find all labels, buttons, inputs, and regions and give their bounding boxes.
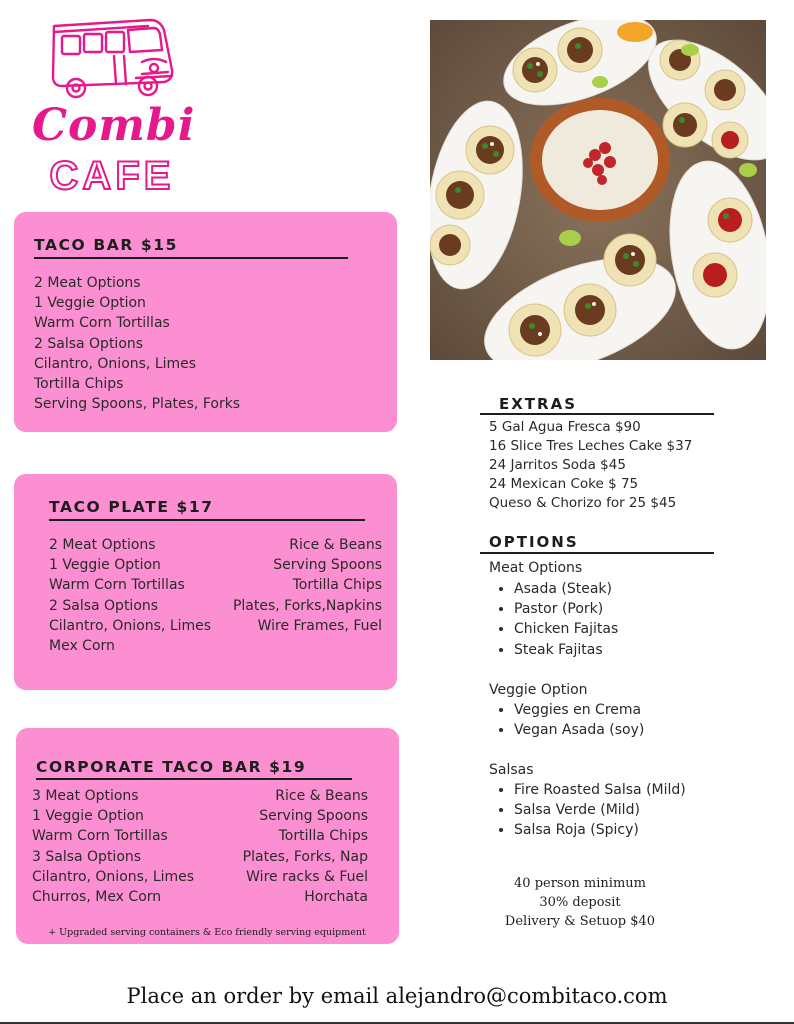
- taco-plate-list-left: [49, 535, 211, 656]
- list-item: Plates, Forks, Nap: [242, 848, 368, 865]
- list-item: Queso & Chorizo for 25 $45: [489, 495, 677, 511]
- list-item: Serving Spoons: [273, 557, 382, 574]
- veggie-option-label: Veggie Option: [489, 682, 588, 698]
- list-item: Serving Spoons, Plates, Forks: [34, 396, 241, 413]
- tacos-illustration: [430, 20, 766, 360]
- order-terms: [480, 874, 680, 931]
- list-item: 1 Veggie Option: [34, 295, 146, 312]
- list-item: • Salsa Verde (Mild): [514, 800, 686, 820]
- corporate-list-left: [32, 786, 194, 907]
- list-item: Mex Corn: [49, 638, 115, 655]
- list-item: Tortilla Chips: [278, 828, 368, 845]
- taco-plate-card: [14, 474, 397, 690]
- corporate-list-right: [243, 786, 368, 907]
- list-item: 2 Salsa Options: [49, 597, 159, 614]
- list-item: 3 Meat Options: [32, 788, 139, 804]
- taco-plate-title: TACO PLATE $17: [49, 498, 214, 516]
- taco-bar-rule: [34, 257, 348, 259]
- delivery-text: Delivery & Setuop $40: [504, 914, 656, 929]
- list-item: Rice & Beans: [275, 788, 368, 804]
- order-by-email-footer: Place an order by email alejandro@combitaco.com: [126, 984, 668, 1008]
- list-item: 24 Jarritos Soda $45: [489, 457, 626, 473]
- taco-plate-rule: [49, 519, 365, 521]
- list-item: Cilantro, Onions, Limes: [34, 355, 197, 372]
- list-item: Plates, Forks,Napkins: [232, 597, 382, 614]
- list-item: Serving Spoons: [259, 808, 368, 825]
- taco-plate-list-right: [233, 535, 382, 636]
- meat-options-label: Meat Options: [489, 560, 583, 576]
- list-item: Warm Corn Tortillas: [32, 828, 168, 845]
- salsas-label: Salsas: [489, 762, 534, 778]
- options-rule: [480, 552, 714, 554]
- minimum-text: 40 person minimum: [514, 876, 646, 891]
- list-item: Tortilla Chips: [34, 376, 124, 393]
- list-item: • Fire Roasted Salsa (Mild): [514, 780, 686, 800]
- corporate-title: CORPORATE TACO BAR $19: [36, 758, 307, 776]
- deposit-text: 30% deposit: [539, 895, 621, 910]
- taco-bar-card: [14, 212, 397, 432]
- tacos-photo: [430, 20, 766, 360]
- logo-brand-name: Combi: [32, 100, 196, 151]
- list-item: • Asada (Steak): [514, 579, 618, 599]
- list-item: 5 Gal Agua Fresca $90: [489, 419, 641, 435]
- salsas-list: [489, 780, 686, 841]
- list-item: Warm Corn Tortillas: [34, 315, 170, 332]
- list-item: Horchata: [304, 889, 368, 906]
- corporate-rule: [36, 778, 352, 780]
- list-item: Tortilla Chips: [292, 577, 382, 594]
- list-item: • Pastor (Pork): [514, 599, 618, 619]
- logo-brand-sub: CAFE: [49, 154, 175, 198]
- list-item: Warm Corn Tortillas: [49, 577, 185, 594]
- list-item: Cilantro, Onions, Limes: [32, 868, 195, 885]
- list-item: 16 Slice Tres Leches Cake $37: [489, 438, 693, 454]
- list-item: Rice & Beans: [289, 537, 382, 553]
- list-item: 3 Salsa Options: [32, 848, 142, 865]
- list-item: 2 Meat Options: [34, 275, 141, 291]
- list-item: • Salsa Roja (Spicy): [514, 820, 686, 840]
- list-item: Wire Frames, Fuel: [257, 617, 382, 634]
- list-item: 2 Meat Options: [49, 537, 156, 553]
- list-item: • Steak Fajitas: [514, 640, 618, 660]
- list-item: Churros, Mex Corn: [32, 889, 162, 906]
- list-item: • Veggies en Crema: [514, 700, 644, 720]
- taco-bar-list: [34, 273, 240, 414]
- list-item: 1 Veggie Option: [49, 557, 161, 574]
- list-item: Wire racks & Fuel: [246, 868, 368, 885]
- list-item: 24 Mexican Coke $ 75: [489, 476, 639, 492]
- combi-cafe-logo: [32, 12, 196, 202]
- taco-bar-title: TACO BAR $15: [34, 236, 179, 254]
- options-title: OPTIONS: [489, 533, 579, 551]
- list-item: Cilantro, Onions, Limes: [49, 617, 212, 634]
- corporate-taco-bar-card: [16, 728, 399, 944]
- list-item: 1 Veggie Option: [32, 808, 144, 825]
- list-item: • Vegan Asada (soy): [514, 720, 644, 740]
- list-item: 2 Salsa Options: [34, 335, 144, 352]
- meat-options-list: [489, 579, 618, 660]
- veggie-options-list: [489, 700, 644, 740]
- extras-list: [489, 418, 692, 513]
- corporate-footnote: + Upgraded serving containers & Eco friendly serving equipment: [48, 927, 366, 938]
- extras-title: EXTRAS: [499, 395, 578, 413]
- list-item: • Chicken Fajitas: [514, 619, 618, 639]
- extras-rule: [480, 413, 714, 415]
- van-icon: [32, 12, 192, 102]
